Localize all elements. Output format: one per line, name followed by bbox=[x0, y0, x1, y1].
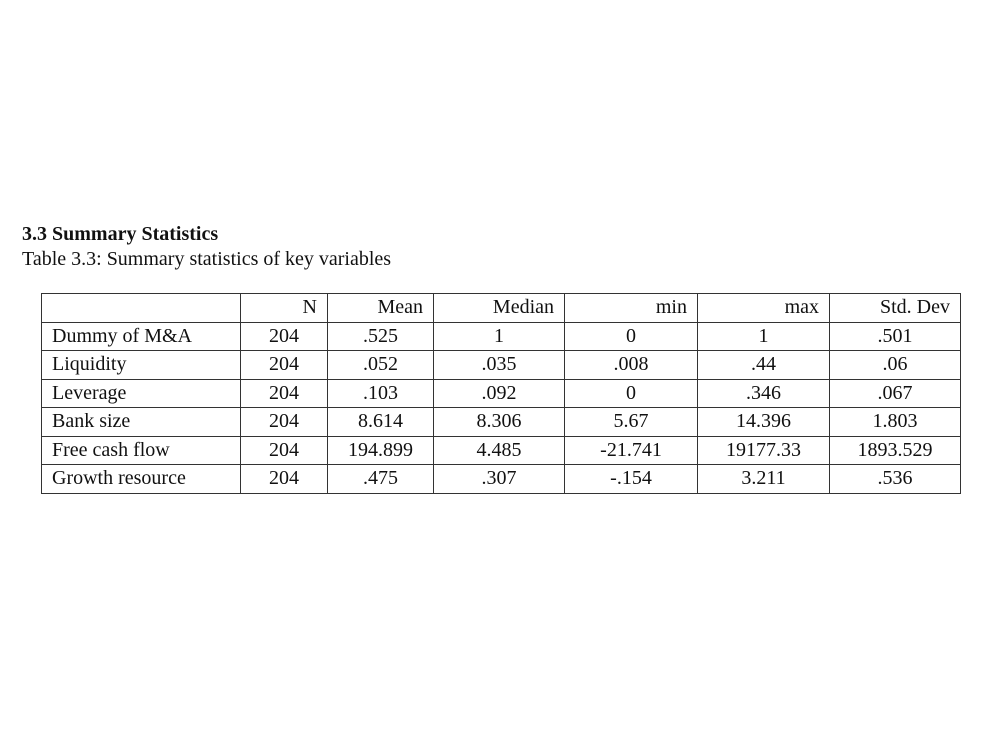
column-header bbox=[42, 294, 241, 323]
row-label: Growth resource bbox=[42, 465, 241, 494]
table-cell: .052 bbox=[328, 351, 434, 380]
row-label: Bank size bbox=[42, 408, 241, 437]
row-label: Dummy of M&A bbox=[42, 322, 241, 351]
table-cell: 4.485 bbox=[434, 436, 565, 465]
table-cell: 5.67 bbox=[565, 408, 698, 437]
table-row bbox=[42, 351, 961, 380]
table-cell: .067 bbox=[830, 379, 961, 408]
table-cell: .008 bbox=[565, 351, 698, 380]
table-cell: .475 bbox=[328, 465, 434, 494]
table-cell: .307 bbox=[434, 465, 565, 494]
table-cell: 8.614 bbox=[328, 408, 434, 437]
table-cell: 3.211 bbox=[698, 465, 830, 494]
table-cell: 204 bbox=[241, 408, 328, 437]
column-header: Mean bbox=[328, 294, 434, 323]
table-cell: .536 bbox=[830, 465, 961, 494]
table-cell: 204 bbox=[241, 379, 328, 408]
column-header: Std. Dev bbox=[830, 294, 961, 323]
row-label: Liquidity bbox=[42, 351, 241, 380]
table-caption: Table 3.3: Summary statistics of key variables bbox=[22, 248, 392, 270]
table-cell: .525 bbox=[328, 322, 434, 351]
table-row bbox=[42, 436, 961, 465]
table-cell: .501 bbox=[830, 322, 961, 351]
table-cell: 204 bbox=[241, 351, 328, 380]
table-cell: 1 bbox=[434, 322, 565, 351]
summary-statistics-table bbox=[41, 293, 961, 494]
table-cell: 8.306 bbox=[434, 408, 565, 437]
table-header-row bbox=[42, 294, 961, 323]
column-header: Median bbox=[434, 294, 565, 323]
table-cell: 204 bbox=[241, 436, 328, 465]
row-label: Leverage bbox=[42, 379, 241, 408]
table-row bbox=[42, 322, 961, 351]
table-cell: .346 bbox=[698, 379, 830, 408]
table-cell: 1893.529 bbox=[830, 436, 961, 465]
table-cell: .06 bbox=[830, 351, 961, 380]
table-cell: 0 bbox=[565, 379, 698, 408]
table-cell: 204 bbox=[241, 322, 328, 351]
column-header: N bbox=[241, 294, 328, 323]
row-label: Free cash flow bbox=[42, 436, 241, 465]
table-cell: .092 bbox=[434, 379, 565, 408]
table-row bbox=[42, 408, 961, 437]
table-cell: .035 bbox=[434, 351, 565, 380]
table-cell: 204 bbox=[241, 465, 328, 494]
table-cell: 19177.33 bbox=[698, 436, 830, 465]
table-cell: -21.741 bbox=[565, 436, 698, 465]
column-header: max bbox=[698, 294, 830, 323]
table-cell: .44 bbox=[698, 351, 830, 380]
section-heading: 3.3 Summary Statistics bbox=[22, 223, 219, 245]
table-row bbox=[42, 465, 961, 494]
table-cell: -.154 bbox=[565, 465, 698, 494]
table-cell: 1 bbox=[698, 322, 830, 351]
table-cell: 1.803 bbox=[830, 408, 961, 437]
table-cell: 194.899 bbox=[328, 436, 434, 465]
column-header: min bbox=[565, 294, 698, 323]
table-row bbox=[42, 379, 961, 408]
table-cell: .103 bbox=[328, 379, 434, 408]
table-cell: 0 bbox=[565, 322, 698, 351]
table-cell: 14.396 bbox=[698, 408, 830, 437]
